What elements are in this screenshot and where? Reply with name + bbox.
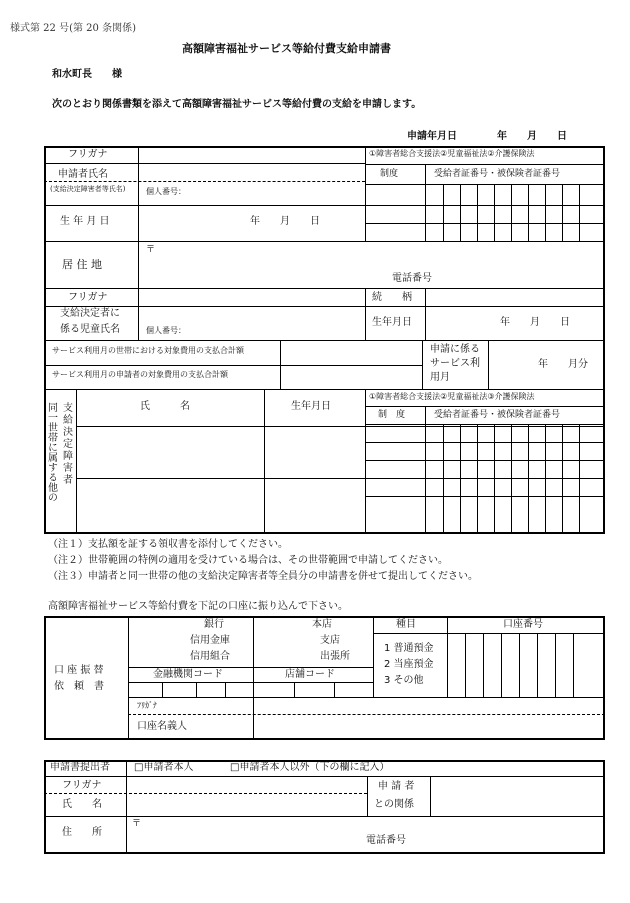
submitter-postal-mark: 〒 [132,819,142,829]
submitter-name-label: 氏 名 [62,799,102,810]
bank-code-label: 金融機関コード [153,669,223,680]
beneficiary-label: 支給決定障害者 [60,402,72,486]
submitter-other-option[interactable]: □申請者本人以外（下の欄に記入） [230,762,390,773]
applicant-sub-label: (支給決定障害者等氏名) [50,185,126,193]
deposit-current: 2 当座預金 [384,659,434,670]
transfer-request-line1: 口 座 振 替 [54,665,104,676]
service-month-label: 申請に係るサービス利用月 [430,344,480,383]
phone-label: 電話番号 [392,273,432,284]
note-3: （注３）申請者と同一世帯の他の支給決定障害者等全員分の申請書を併せて提出してください。 [48,571,478,582]
dob-label: 生 年 月 日 [60,216,110,227]
laws-label-2: ①障害者総合支援法②児童福祉法③介護保険法 [369,392,535,401]
application-date: 申請年月日 年 月 日 [407,131,567,142]
applicant-name-label: 申請者氏名 [58,169,108,180]
note-1: （注１）支払額を証する領収書を添付してください。 [48,539,288,550]
furigana-label-2: フリガナ [68,292,108,303]
personal-number-label: 個人番号： [146,187,186,196]
transfer-request-line2: 依 頼 書 [54,681,104,692]
furigana-label: フリガナ [68,149,108,160]
dob-ymd: 年 月 日 [250,216,320,227]
deposit-ordinary: 1 普通預金 [384,643,434,654]
recipient-number-label-2: 受給者証番号・被保険者証番号 [434,410,561,420]
account-holder-label: 口座名義人 [137,721,187,732]
account-number-label: 口座番号 [503,619,543,630]
branch-type-branch: 支店 [320,635,340,646]
relation-label: 続 柄 [372,292,412,303]
bank-type-bank: 銀行 [204,619,224,630]
kind-label: 種目 [396,619,416,630]
laws-label: ①障害者総合支援法②児童福祉法②介護保険法 [369,149,535,158]
dob-column-header: 生年月日 [291,401,331,412]
submitter-frame [44,760,605,854]
child-label-1: 支給決定者に [60,308,120,319]
relation-applicant-line2: との関係 [374,799,414,810]
branch-type-office: 出張所 [320,651,350,662]
personal-number-label-2: 個人番号： [146,326,186,335]
name-column-header: 氏 名 [140,401,190,412]
same-household-label: 同一世帯に属する他の [45,402,57,502]
branch-type-main: 本店 [312,619,332,630]
service-month-value: 年 月分 [538,359,588,370]
branch-code-label: 店舗コード [285,669,335,680]
child-dob-ymd: 年 月 日 [500,317,570,328]
applicant-total-label: サービス利用月の申請者の対象費用の支払合計額 [52,370,228,379]
submitter-self-option[interactable]: □申請者本人 [134,762,194,773]
submitter-address-label: 住 所 [62,827,102,838]
child-label-2: 係る児童氏名 [60,324,120,335]
submitter-phone-label: 電話番号 [366,835,406,846]
addressee: 和水町長 様 [52,69,122,80]
bank-type-shinkin: 信用金庫 [190,635,230,646]
postal-mark: 〒 [146,245,156,255]
system-label-2: 制 度 [378,410,406,420]
holder-furigana-label: ﾌﾘｶﾞﾅ [137,701,157,710]
dob-label-2: 生年月日 [372,317,412,328]
address-label: 居 住 地 [62,258,102,271]
deposit-other: 3 その他 [384,675,424,686]
note-2: （注２）世帯範囲の特例の適用を受けている場合は、その世帯範囲で申請してください。 [48,555,448,566]
relation-applicant-line1: 申 請 者 [378,781,415,792]
recipient-number-label: 受給者証番号・被保険者証番号 [434,169,561,179]
household-total-label: サービス利用月の世帯における対象費用の支払合計額 [52,346,244,355]
form-number: 様式第 22 号(第 20 条関係) [10,23,136,34]
submitter-label: 申請書提出者 [50,762,110,773]
transfer-intro: 高額障害福祉サービス等給付費を下記の口座に振り込んで下さい。 [48,601,348,612]
intro-text: 次のとおり関係書類を添えて高額障害福祉サービス等給付費の支給を申請します。 [52,99,422,110]
bank-type-kumiai: 信用組合 [190,651,230,662]
submitter-furigana-label: フリガナ [62,780,102,791]
system-label: 制度 [380,169,399,179]
form-title: 高額障害福祉サービス等給付費支給申請書 [182,42,391,55]
